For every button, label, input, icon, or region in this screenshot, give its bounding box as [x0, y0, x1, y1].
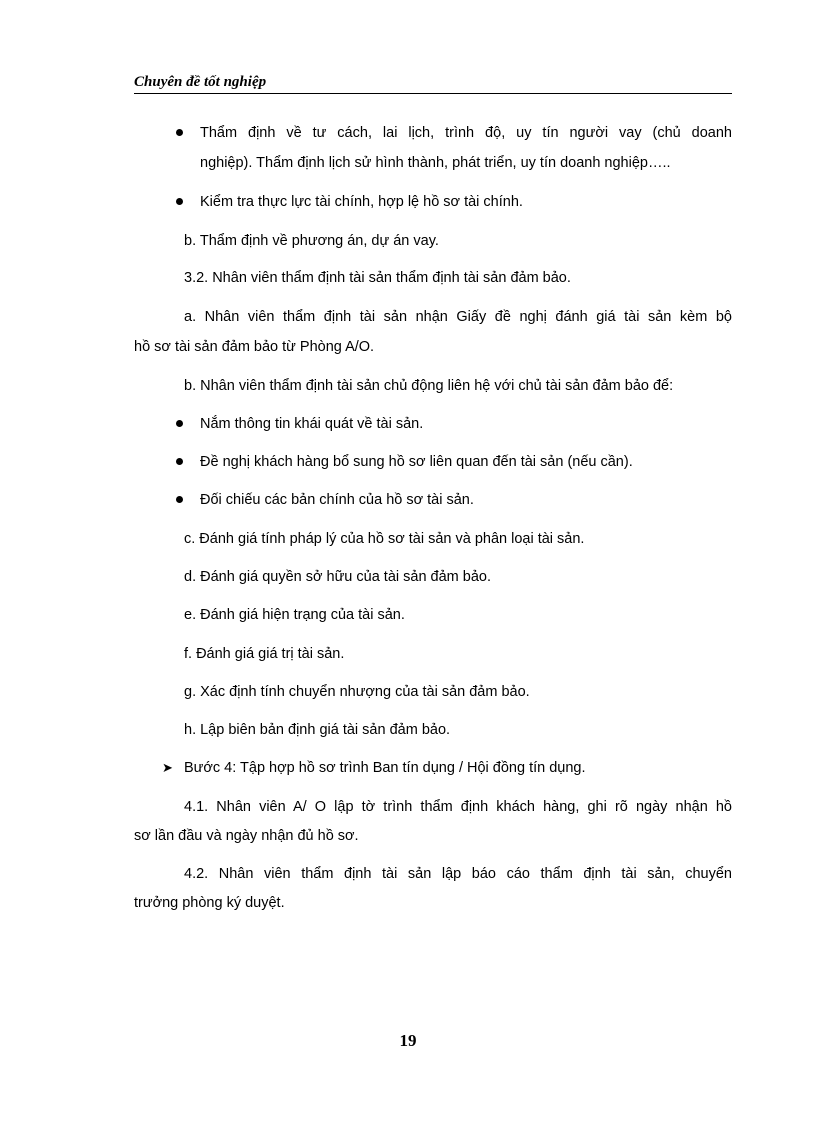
paragraph: 3.2. Nhân viên thẩm định tài sản thẩm định tài sản đảm bảo. [184, 270, 571, 286]
bullet-dot-icon [176, 420, 183, 427]
paragraph: 4.1. Nhân viên A/ O lập tờ trình thẩm định khách hàng, ghi rõ ngày nhận hồ [184, 799, 732, 815]
bullet-text: Đối chiếu các bản chính của hồ sơ tài sản. [200, 492, 474, 508]
bullet-dot-icon [176, 198, 183, 205]
bullet-text: Đề nghị khách hàng bổ sung hồ sơ liên quan đến tài sản (nếu cần). [200, 454, 633, 470]
bullet-text: Thẩm định về tư cách, lai lịch, trình độ, uy tín người vay (chủ doanh [200, 125, 732, 141]
paragraph-continuation: sơ lần đầu và ngày nhận đủ hồ sơ. [134, 828, 359, 844]
bullet-text: Kiểm tra thực lực tài chính, hợp lệ hồ sơ tài chính. [200, 194, 523, 210]
paragraph: g. Xác định tính chuyển nhượng của tài sản đảm bảo. [184, 684, 530, 700]
running-header: Chuyên đề tốt nghiệp [134, 74, 732, 94]
bullet-dot-icon [176, 496, 183, 503]
paragraph: f. Đánh giá giá trị tài sản. [184, 646, 345, 662]
bullet-dot-icon [176, 458, 183, 465]
paragraph: c. Đánh giá tính pháp lý của hồ sơ tài sản và phân loại tài sản. [184, 531, 585, 547]
paragraph-continuation: trưởng phòng ký duyệt. [134, 895, 285, 911]
bullet-dot-icon [176, 129, 183, 136]
bullet-text-continuation: nghiệp). Thẩm định lịch sử hình thành, phát triển, uy tín doanh nghiệp….. [200, 155, 671, 171]
paragraph: d. Đánh giá quyền sở hữu của tài sản đảm bảo. [184, 569, 491, 585]
paragraph: h. Lập biên bản định giá tài sản đảm bảo. [184, 722, 451, 738]
paragraph-continuation: hồ sơ tài sản đảm bảo từ Phòng A/O. [134, 339, 375, 355]
arrow-bullet-icon: ➤ [162, 760, 173, 775]
step-heading: Bước 4: Tập hợp hồ sơ trình Ban tín dụng / Hội đồng tín dụng. [184, 760, 586, 776]
bullet-text: Nắm thông tin khái quát về tài sản. [200, 416, 424, 432]
paragraph: b. Thẩm định về phương án, dự án vay. [184, 233, 439, 249]
page-number: 19 [399, 1031, 417, 1050]
paragraph: e. Đánh giá hiện trạng của tài sản. [184, 607, 405, 623]
paragraph: b. Nhân viên thẩm định tài sản chủ động liên hệ với chủ tài sản đảm bảo để: [184, 378, 674, 394]
paragraph: 4.2. Nhân viên thẩm định tài sản lập báo cáo thẩm định tài sản, chuyển [184, 866, 732, 882]
paragraph: a. Nhân viên thẩm định tài sản nhận Giấy đề nghị đánh giá tài sản kèm bộ [184, 309, 732, 325]
